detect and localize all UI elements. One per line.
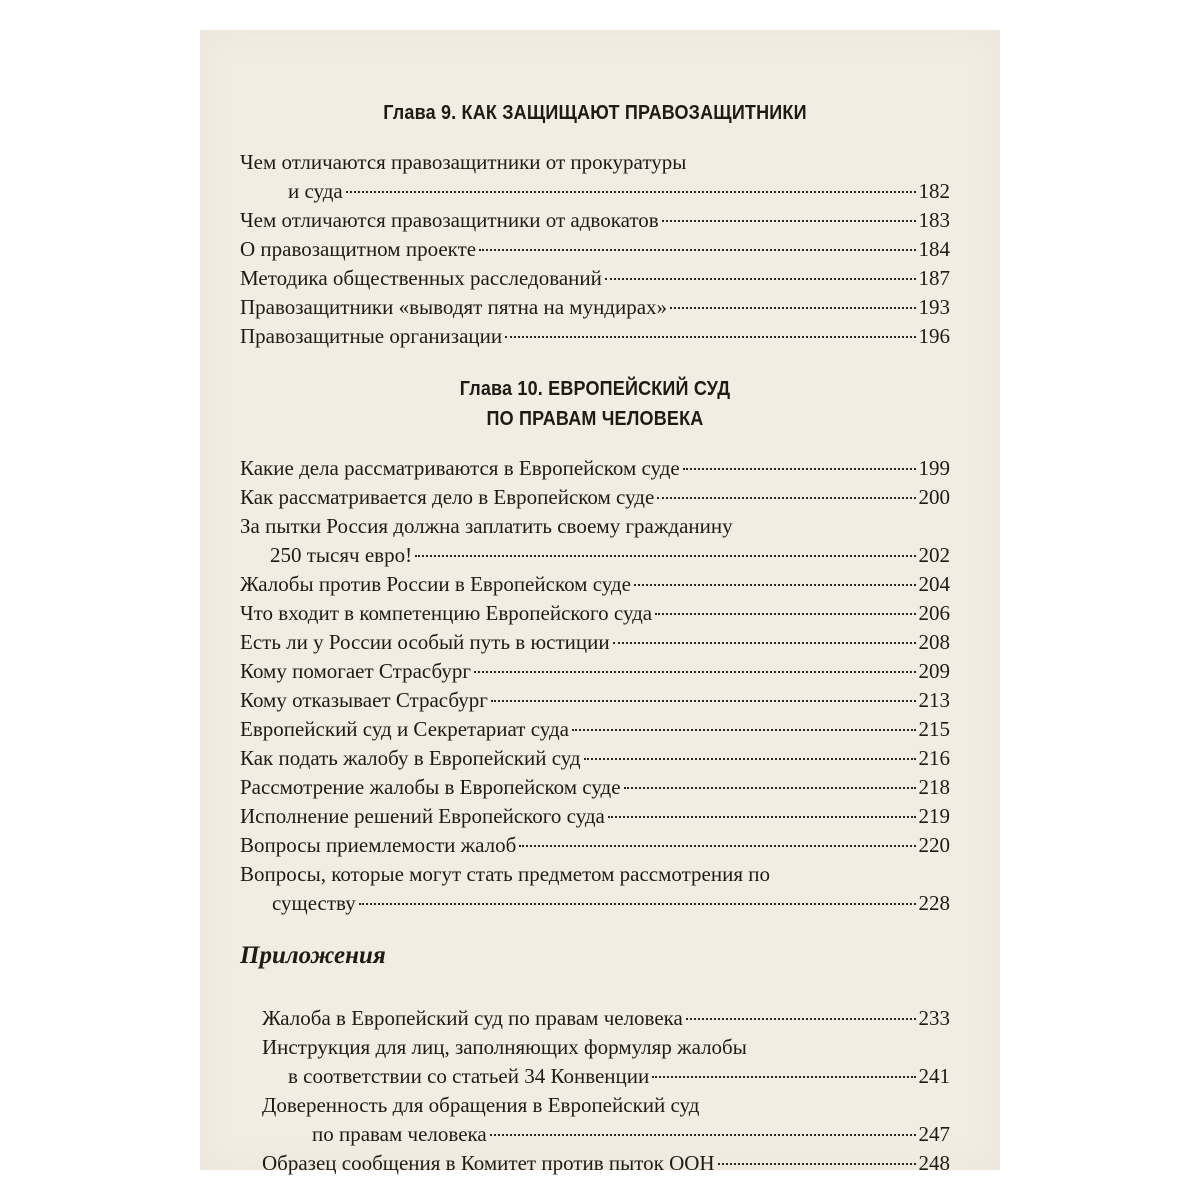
book-page <box>200 30 1000 1175</box>
toc-entry-title: и суда <box>288 179 343 203</box>
dot-leader <box>519 845 915 847</box>
toc-entry-title: в соответствии со статьей 34 Конвенции <box>288 1064 650 1088</box>
toc-page-number: 213 <box>918 688 950 712</box>
toc-entry <box>240 454 950 483</box>
toc-entry <box>288 1062 950 1091</box>
toc-entry <box>240 235 950 264</box>
dot-leader <box>490 1134 916 1136</box>
dot-leader <box>613 642 916 644</box>
toc-entry <box>240 686 950 715</box>
toc-entry-title: Какие дела рассматриваются в Европейском суде <box>240 456 680 480</box>
toc-page-number: 209 <box>918 659 950 683</box>
toc-entry-first-line: Инструкция для лиц, заполняющих формуляр жалобы <box>262 1035 747 1059</box>
toc-page-number: 193 <box>918 295 950 319</box>
toc-entry-title: 250 тысяч евро! <box>270 543 413 567</box>
toc-entry <box>240 802 950 831</box>
toc-page-number: 241 <box>918 1064 950 1088</box>
toc-page-number: 218 <box>918 775 950 799</box>
dot-leader <box>683 468 916 470</box>
toc-entry-title: Как подать жалобу в Европейский суд <box>240 746 581 770</box>
toc-entry <box>240 773 950 802</box>
toc-entry <box>240 831 950 860</box>
dot-leader <box>655 613 915 615</box>
dot-leader <box>479 249 915 251</box>
toc-entry-title: Европейский суд и Секретариат суда <box>240 717 569 741</box>
toc-entry-first-line: За пытки Россия должна заплатить своему гражданину <box>240 514 733 538</box>
toc-entry-title: Правозащитные организации <box>240 324 503 348</box>
toc-entry-title: Вопросы приемлемости жалоб <box>240 833 517 857</box>
dot-leader <box>652 1076 915 1078</box>
toc-entry-title: Что входит в компетенцию Европейского суда <box>240 601 653 625</box>
toc-page-number: 215 <box>918 717 950 741</box>
toc-page-number: 202 <box>918 543 950 567</box>
toc-entry <box>272 889 950 918</box>
toc-entry-first-line: Вопросы, которые могут стать предметом рассмотрения по <box>240 862 770 886</box>
dot-leader <box>474 671 916 673</box>
toc-page-number: 220 <box>918 833 950 857</box>
toc-page-number: 233 <box>918 1006 950 1030</box>
toc-page-number: 183 <box>918 208 950 232</box>
toc-entry <box>240 715 950 744</box>
toc-entry-title: Жалоба в Европейский суд по правам человека <box>262 1006 683 1030</box>
toc-entry <box>288 177 950 206</box>
toc-entry <box>240 206 950 235</box>
toc-entry-title: Правозащитники «выводят пятна на мундирах» <box>240 295 668 319</box>
toc-page-number: 204 <box>918 572 950 596</box>
dot-leader <box>608 816 916 818</box>
toc-page-number: 219 <box>918 804 950 828</box>
toc-page-number: 208 <box>918 630 950 654</box>
dot-leader <box>491 700 916 702</box>
dot-leader <box>605 278 916 280</box>
dot-leader <box>359 903 916 905</box>
dot-leader <box>584 758 916 760</box>
toc-entry <box>262 1004 950 1033</box>
toc-entry <box>240 483 950 512</box>
toc-page-number: 184 <box>918 237 950 261</box>
toc-entry <box>240 657 950 686</box>
dot-leader <box>657 497 915 499</box>
toc-page-number: 248 <box>918 1151 950 1175</box>
dot-leader <box>415 555 915 557</box>
toc-entry-title: по правам человека <box>312 1122 487 1146</box>
toc-entry <box>240 293 950 322</box>
toc-entry-title: Рассмотрение жалобы в Европейском суде <box>240 775 621 799</box>
toc-entry-title: Кому отказывает Страсбург <box>240 688 488 712</box>
dot-leader <box>662 220 916 222</box>
toc-page-number: 182 <box>918 179 950 203</box>
toc-page-number: 206 <box>918 601 950 625</box>
toc-entry-title: О правозащитном проекте <box>240 237 477 261</box>
toc-page-number: 199 <box>918 456 950 480</box>
toc-page-number: 247 <box>918 1122 950 1146</box>
toc-entry-title: Чем отличаются правозащитники от адвокатов <box>240 208 659 232</box>
chapter-10-title-continued: ПО ПРАВАМ ЧЕЛОВЕКА <box>486 408 704 430</box>
dot-leader <box>572 729 916 731</box>
dot-leader <box>686 1018 916 1020</box>
dot-leader <box>346 191 916 193</box>
dot-leader <box>634 584 916 586</box>
dot-leader <box>624 787 916 789</box>
toc-entry <box>240 628 950 657</box>
toc-entry-title: Как рассматривается дело в Европейском суде <box>240 485 655 509</box>
toc-page-number: 200 <box>918 485 950 509</box>
toc-page-number: 187 <box>918 266 950 290</box>
toc-entry <box>262 1149 950 1178</box>
toc-entry <box>270 541 950 570</box>
toc-entry-title: Есть ли у России особый путь в юстиции <box>240 630 610 654</box>
dot-leader <box>670 307 915 309</box>
chapter-9-title: Глава 9. КАК ЗАЩИЩАЮТ ПРАВОЗАЩИТНИКИ <box>383 102 807 124</box>
dot-leader <box>505 336 915 338</box>
appendix-title: Приложения <box>240 942 386 969</box>
toc-page-number: 216 <box>918 746 950 770</box>
toc-entry-title: Исполнение решений Европейского суда <box>240 804 605 828</box>
toc-entry-first-line: Доверенность для обращения в Европейский суд <box>262 1093 700 1117</box>
toc-entry-title: Кому помогает Страсбург <box>240 659 471 683</box>
toc-entry <box>312 1120 950 1149</box>
toc-entry <box>240 570 950 599</box>
toc-entry-first-line: Чем отличаются правозащитники от прокуратуры <box>240 150 687 174</box>
toc-page-number: 228 <box>918 891 950 915</box>
chapter-10-title: Глава 10. ЕВРОПЕЙСКИЙ СУД <box>459 378 731 400</box>
dot-leader <box>718 1163 916 1165</box>
toc-entry <box>240 264 950 293</box>
toc-entry-title: существу <box>272 891 356 915</box>
toc-page-number: 196 <box>918 324 950 348</box>
toc-entry-title: Жалобы против России в Европейском суде <box>240 572 631 596</box>
toc-entry-title: Образец сообщения в Комитет против пыток ООН <box>262 1151 715 1175</box>
toc-entry <box>240 744 950 773</box>
toc-entry-title: Методика общественных расследований <box>240 266 602 290</box>
toc-entry <box>240 322 950 351</box>
toc-entry <box>240 599 950 628</box>
